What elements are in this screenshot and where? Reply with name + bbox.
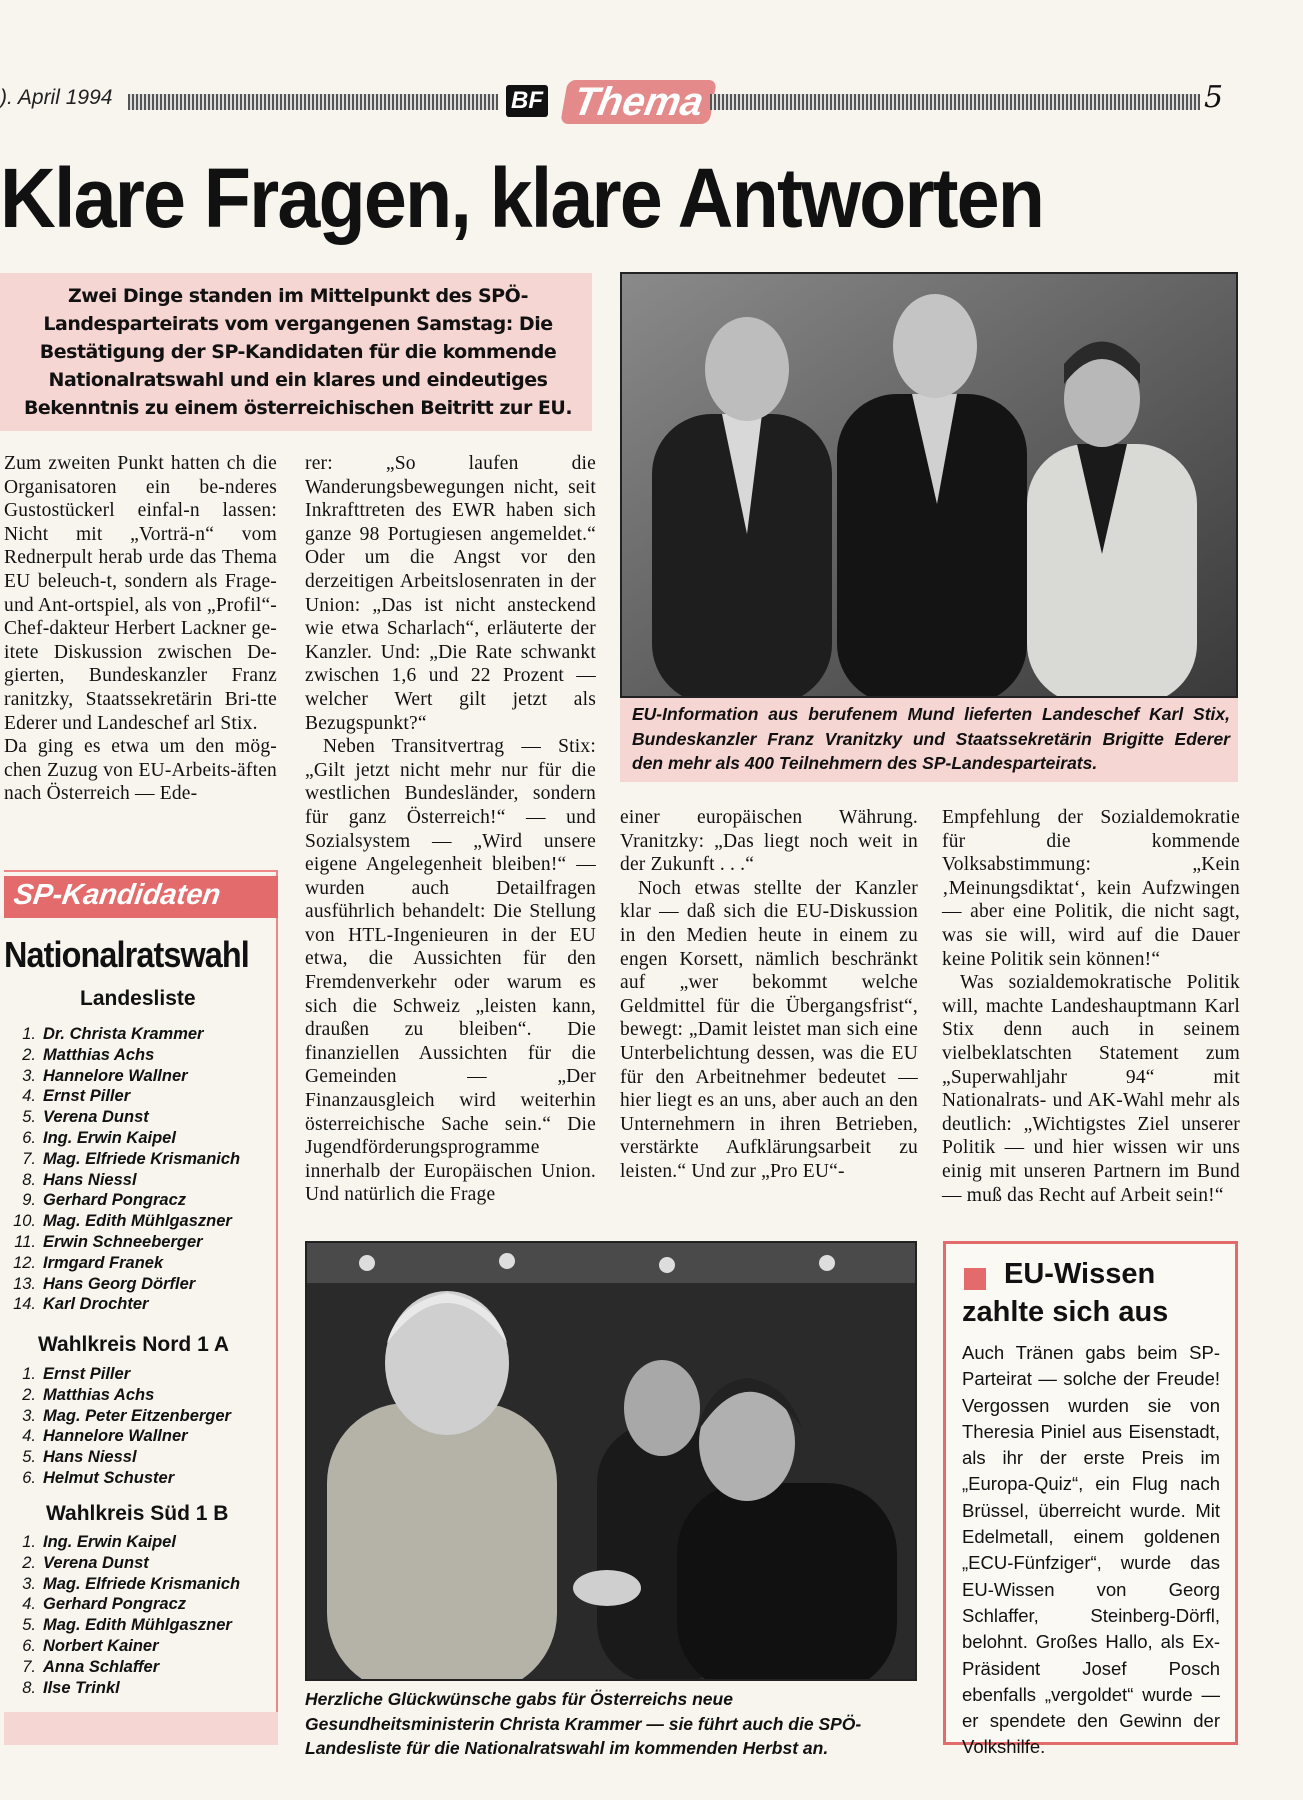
candidate-list-item	[8, 1086, 240, 1107]
candidate-name: Dr. Christa Krammer	[43, 1025, 204, 1043]
candidate-rank: 2.	[22, 1553, 36, 1572]
candidate-name: Gerhard Pongracz	[43, 1191, 187, 1210]
candidate-list-item	[8, 1447, 231, 1468]
candidate-rank: 4.	[22, 1087, 36, 1106]
candidate-rank: 11.	[14, 1232, 36, 1251]
sidebar-subtitle-landesliste: Landesliste	[80, 987, 196, 1010]
candidate-name: Ernst Piller	[43, 1087, 131, 1106]
candidate-list-item	[8, 1128, 240, 1149]
candidate-name: Hannelore Wallner	[43, 1427, 188, 1446]
candidate-name: Ing. Erwin Kaipel	[43, 1128, 176, 1147]
paragraph: Da ging es etwa um den mög-chen Zuzug von EU-Arbeits-äften nach Österreich — Ede-	[4, 736, 277, 805]
paragraph: rer: „So laufen die Wanderungsbewegungen nicht, seit Inkrafttreten des EWR haben sich ganze 98 Portugiesen angemeldet.“ Oder um die Angst vor den derzeitigen Arbeitslosenraten in der Union: „Das ist nicht ansteckend wie etwa Scharlach“, erläuterte der Kanzler. Und: „Die Rate schwankt zwischen 1,6 und 22 Prozent — welcher Wert gilt jetzt als Bezugspunkt?“	[305, 453, 596, 734]
candidate-rank: 6.	[22, 1636, 36, 1655]
paragraph: Neben Transitvertrag — Stix: „Gilt jetzt nicht mehr nur für die westlichen Bundesländer, sondern für ganz Österreich!“ — und Sozialsystem — „Wird unsere eigene Angelegenheit bleiben!“ — wurden auch Detailfragen ausführlich behandelt: Die Stellung von HTL-Ingenieuren in der EU etwa, die Aussichten für den Fremdenverkehr oder warum es sich die Schweiz „leisten kann, draußen zu bleiben“. Die finanziellen Aussichten für die Gemeinden — „Der Finanzausgleich wird weiterhin österreichische Sache sein.“ Die Jugendförderungsprogramme innerhalb der Europäischen Union. Und natürlich die Frage	[305, 736, 596, 1206]
candidate-name: Anna Schlaffer	[43, 1657, 160, 1676]
candidate-rank: 7.	[22, 1149, 36, 1168]
candidate-list-item	[8, 1274, 240, 1295]
candidate-list-item	[8, 1024, 240, 1045]
candidate-name: Norbert Kainer	[43, 1636, 159, 1655]
candidate-list-item	[8, 1107, 240, 1128]
candidate-rank: 2.	[22, 1045, 36, 1064]
photo-congratulations	[305, 1241, 917, 1681]
header-rule-left	[128, 94, 498, 110]
article-column-4	[942, 806, 1240, 1207]
photo-congratulations-image	[307, 1243, 915, 1679]
candidate-name: Mag. Peter Eitzenberger	[43, 1406, 231, 1425]
candidate-list-item	[8, 1045, 240, 1066]
candidate-name: Mag. Edith Mühlgaszner	[43, 1212, 232, 1231]
candidate-name: Karl Drochter	[43, 1295, 149, 1314]
box-text: Auch Tränen gabs beim SP-Parteirat — solche der Freude! Vergossen wurden sie von Theresia Piniel aus Eisenstadt, als ihr der erste Preis im „Europa-Quiz“, ein Flug nach Brüssel, überreicht wurde. Mit Edelmetall, einem goldenen „ECU-Fünfziger“, wurde das EU-Wissen von Georg Schlaffer, Steinberg-Dörfl, belohnt. Großes Hallo, als Ex-Präsident Josef Posch ebenfalls „vergoldet“ wurde — er spendete den Gewinn der Volkshilfe.	[962, 1342, 1220, 1758]
candidate-rank: 4.	[22, 1427, 36, 1446]
candidate-name: Verena Dunst	[43, 1553, 149, 1572]
candidate-rank: 5.	[22, 1616, 36, 1635]
candidate-list-item	[8, 1385, 231, 1406]
candidate-rank: 4.	[22, 1595, 36, 1614]
candidate-list-item	[8, 1574, 240, 1595]
candidate-name: Mag. Edith Mühlgaszner	[43, 1616, 232, 1635]
candidate-list-item	[8, 1190, 240, 1211]
candidate-rank: 5.	[22, 1108, 36, 1127]
candidate-list-item	[8, 1232, 240, 1253]
candidate-name: Ing. Erwin Kaipel	[43, 1533, 176, 1551]
sidebar-subtitle-nord: Wahlkreis Nord 1 A	[38, 1333, 229, 1356]
candidate-rank: 1.	[22, 1025, 36, 1043]
paragraph: Zum zweiten Punkt hatten ch die Organisatoren ein be-nderes Gustostückerl einfal-n lassen: Nicht mit „Vorträ-n“ vom Rednerpult herab urde das Thema EU beleuch-t, sondern als Frage- und Ant-ortspiel, als von „Profil“-Chef-dakteur Herbert Lackner ge-itete Diskussion zwischen De-gierten, Bundeskanzler Franz ranitzky, Staatssekretärin Bri-tte Ederer und Landeschef arl Stix.	[4, 453, 277, 734]
candidate-name: Hans Niessl	[43, 1170, 137, 1189]
photo-politicians-image	[622, 274, 1236, 696]
photo-politicians	[620, 272, 1238, 698]
candidate-rank: 7.	[22, 1657, 36, 1676]
candidate-rank: 1.	[22, 1365, 36, 1383]
candidate-rank: 14.	[13, 1295, 36, 1314]
candidate-list-item	[8, 1253, 240, 1274]
paragraph: Was sozialdemokratische Politik will, machte Landeshauptmann Karl Stix denn auch in seinem vielbeklatschten Statement zum „Superwahljahr 94“ mit Nationalrats- und AK-Wahl mehr als deutlich: „Wichtigstes Ziel unserer Politik — und hier wissen wir uns einig mit unseren Partnern im Bund — muß das Recht auf Arbeit sein!“	[942, 972, 1240, 1206]
candidate-rank: 3.	[22, 1574, 36, 1593]
candidate-rank: 2.	[22, 1385, 36, 1404]
candidate-list-item	[8, 1364, 231, 1385]
candidate-list-item	[8, 1149, 240, 1170]
candidate-list-item	[8, 1636, 240, 1657]
paragraph: Noch etwas stellte der Kanzler klar — daß sich die EU-Diskussion in den Medien heute in einem zu engen Korsett, nämlich beschränkt auf „wer bekommt welche Geldmittel für die Übergangsfrist“, bewegt: „Damit leistet man sich eine Unterbelichtung dessen, was die EU für den Arbeitnehmer bedeutet — hier liegt es an uns, aber auch an den Unternehmern in ihren Betrieben, verstärkte Aufklärungsarbeit zu leisten.“ Und zur „Pro EU“-	[620, 877, 918, 1182]
sidebar-title: Nationalratswahl	[4, 934, 249, 975]
candidate-rank: 5.	[22, 1448, 36, 1467]
candidate-rank: 8.	[22, 1170, 36, 1189]
candidate-list-landesliste	[8, 1024, 240, 1315]
page-number: 5	[1204, 80, 1224, 115]
candidate-name: Irmgard Franek	[43, 1253, 164, 1272]
candidate-name: Helmut Schuster	[43, 1468, 175, 1487]
candidate-name: Verena Dunst	[43, 1108, 149, 1127]
candidate-list-sued	[8, 1532, 240, 1698]
candidate-list-item	[8, 1406, 231, 1427]
candidate-rank: 9.	[22, 1191, 36, 1210]
candidate-name: Gerhard Pongracz	[43, 1595, 187, 1614]
sidebar-subtitle-sued: Wahlkreis Süd 1 B	[46, 1502, 229, 1525]
header-rule-right	[710, 94, 1200, 110]
candidate-rank: 12.	[13, 1253, 36, 1272]
article-column-2	[305, 452, 596, 1207]
candidate-rank: 6.	[22, 1128, 36, 1147]
rubric-label: Thema	[560, 80, 717, 124]
photo-caption-bottom: Herzliche Glückwünsche gabs für Österreichs neue Gesundheitsministerin Christa Krammer — sie führt auch die SPÖ-Landesliste für die Nationalratswahl im kommenden Herbst an.	[305, 1689, 862, 1758]
candidate-rank: 8.	[22, 1678, 36, 1697]
paragraph: Empfehlung der Sozialdemokratie für die kommende Volksabstimmung: „Kein ‚Meinungsdiktat‘, kein Aufzwingen — aber eine Politik, die nicht sagt, was sie will, wird auf die Dauer keine Politik sein können!“	[942, 807, 1240, 970]
candidate-name: Hans Niessl	[43, 1448, 137, 1467]
lead-text: Zwei Dinge standen im Mittelpunkt des SPÖ-Landesparteirats vom vergangenen Samstag: Die Bestätigung der SP-Kandidaten für die kommende Nationalratswahl und ein klares und eindeutiges Bekenntnis zu einem österreichischen Beitritt zur EU.	[23, 285, 573, 419]
candidate-list-nord	[8, 1364, 231, 1489]
sidebar-bottom-bar	[4, 1712, 278, 1745]
box-bullet-square	[964, 1268, 986, 1290]
article-column-1	[4, 452, 277, 806]
box-title-line-1: EU-Wissen	[1004, 1258, 1156, 1290]
issue-date: ). April 1994	[0, 86, 113, 109]
candidate-list-item	[8, 1066, 240, 1087]
candidate-list-item	[8, 1211, 240, 1232]
article-column-3	[620, 806, 918, 1184]
candidate-list-item	[8, 1594, 240, 1615]
photo-caption-top: EU-Information aus berufenem Mund lieferten Landeschef Karl Stix, Bundeskanzler Franz Vranitzky und Staatssekretärin Brigitte Ederer den mehr als 400 Teilnehmern des SP-Landesparteirats.	[632, 704, 1230, 773]
candidate-list-item	[8, 1678, 240, 1699]
box-title-line-2: zahlte sich aus	[962, 1296, 1169, 1328]
bf-logo: BF	[506, 85, 548, 117]
headline: Klare Fragen, klare Antworten	[0, 151, 1044, 245]
candidate-list-item	[8, 1615, 240, 1636]
candidate-list-item	[8, 1170, 240, 1191]
candidate-list-item	[8, 1468, 231, 1489]
candidate-name: Mag. Elfriede Krismanich	[43, 1574, 241, 1593]
candidate-rank: 3.	[22, 1066, 36, 1085]
candidate-name: Ernst Piller	[43, 1365, 131, 1383]
candidate-list-item	[8, 1426, 231, 1447]
paragraph: einer europäischen Währung. Vranitzky: „Das liegt noch weit in der Zukunft . . .“	[620, 807, 918, 876]
candidate-list-item	[8, 1553, 240, 1574]
sidebar-banner-label: SP-Kandidaten	[11, 879, 223, 911]
candidate-rank: 10.	[13, 1212, 36, 1231]
candidate-name: Matthias Achs	[43, 1045, 155, 1064]
candidate-name: Mag. Elfriede Krismanich	[43, 1149, 241, 1168]
candidate-rank: 13.	[13, 1274, 36, 1293]
candidate-rank: 6.	[22, 1468, 36, 1487]
candidate-name: Matthias Achs	[43, 1385, 155, 1404]
candidate-rank: 1.	[22, 1533, 36, 1551]
candidate-name: Hannelore Wallner	[43, 1066, 188, 1085]
candidate-list-item	[8, 1532, 240, 1553]
candidate-name: Erwin Schneeberger	[43, 1232, 203, 1251]
candidate-list-item	[8, 1657, 240, 1678]
candidate-rank: 3.	[22, 1406, 36, 1425]
candidate-list-item	[8, 1294, 240, 1315]
candidate-name: Hans Georg Dörfler	[43, 1274, 196, 1293]
candidate-name: Ilse Trinkl	[43, 1678, 120, 1697]
